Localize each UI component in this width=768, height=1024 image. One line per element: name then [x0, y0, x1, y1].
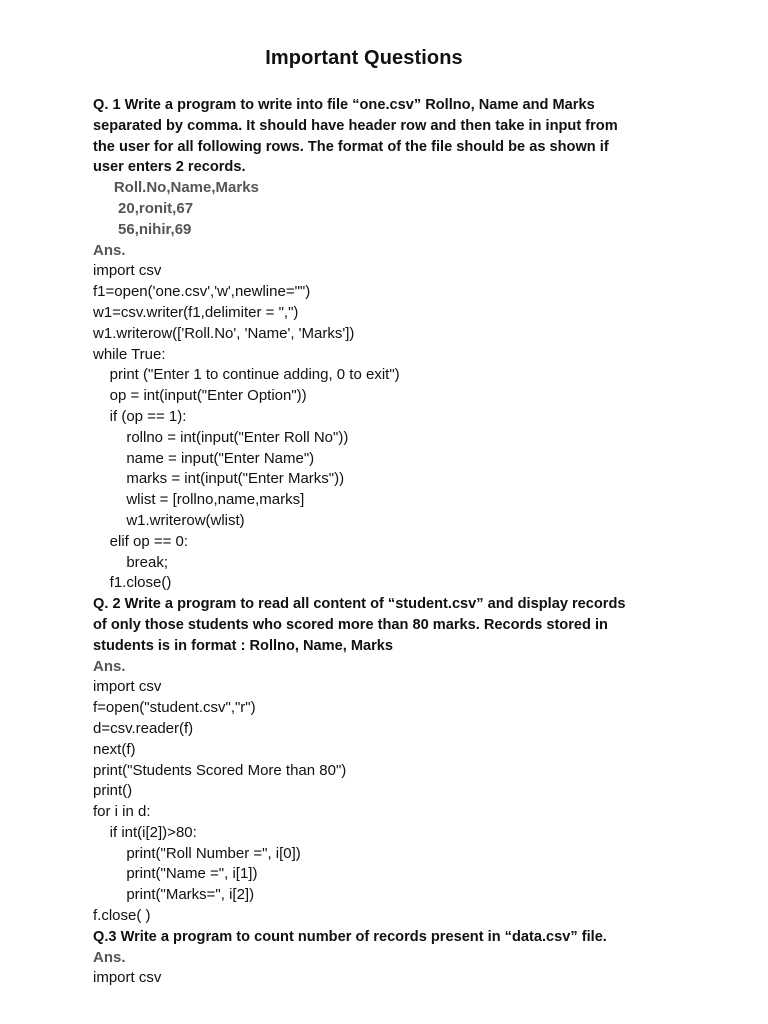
code-line: print("Roll Number =", i[0])	[93, 844, 301, 862]
code-line: break;	[93, 553, 169, 571]
question-text-line: of only those students who scored more than 80 marks. Records stored in	[93, 616, 608, 633]
code-line: marks = int(input("Enter Marks"))	[93, 470, 345, 488]
question-text-line: Q. 1 Write a program to write into file “one.csv” Rollno, Name and Marks	[93, 97, 595, 113]
code-line: print("Marks=", i[2])	[93, 886, 255, 904]
code-line: import csv	[93, 678, 162, 696]
code-line: op = int(input("Enter Option"))	[93, 387, 307, 405]
page-title: Important Questions	[265, 47, 463, 69]
code-line: if int(i[2])>80:	[93, 823, 197, 841]
code-line: import csv	[93, 969, 162, 987]
format-example-line: 20,ronit,67	[93, 199, 194, 217]
code-line: wlist = [rollno,name,marks]	[93, 491, 305, 509]
answer-label: Ans.	[93, 948, 126, 966]
answer-label: Ans.	[93, 657, 126, 675]
code-line: w1.writerow(wlist)	[93, 511, 245, 529]
question-text-line: students is in format : Rollno, Name, Marks	[93, 637, 394, 654]
code-line: while True:	[93, 345, 166, 363]
code-line: d=csv.reader(f)	[93, 719, 194, 737]
question-text-line: user enters 2 records.	[93, 159, 246, 176]
question-text-line: the user for all following rows. The format of the file should be as shown if	[93, 138, 609, 155]
question-text-line: separated by comma. It should have header row and then take in input from	[93, 117, 618, 134]
code-line: w1.writerow(['Roll.No', 'Name', 'Marks'])	[93, 324, 355, 342]
code-line: if (op == 1):	[93, 407, 187, 425]
format-example-line: 56,nihir,69	[93, 220, 192, 238]
question-text-line: Q. 2 Write a program to read all content of “student.csv” and display records	[93, 596, 626, 613]
code-line: f1.close()	[93, 574, 172, 592]
code-line: f1=open('one.csv','w',newline="")	[93, 283, 311, 301]
code-line: print()	[93, 782, 133, 800]
code-line: elif op == 0:	[93, 532, 189, 550]
code-line: f=open("student.csv","r")	[93, 699, 256, 717]
answer-label: Ans.	[93, 241, 126, 259]
code-line: for i in d:	[93, 803, 151, 821]
code-line: import csv	[93, 262, 162, 280]
format-example-line: Roll.No,Name,Marks	[93, 179, 259, 197]
code-line: rollno = int(input("Enter Roll No"))	[93, 428, 349, 446]
question-text-line: Q.3 Write a program to count number of records present in “data.csv” file.	[93, 928, 607, 945]
code-line: name = input("Enter Name")	[93, 449, 315, 467]
code-line: print("Students Scored More than 80")	[93, 761, 347, 779]
code-line: print ("Enter 1 to continue adding, 0 to exit")	[93, 366, 400, 384]
code-line: next(f)	[93, 740, 136, 758]
code-line: f.close( )	[93, 907, 151, 925]
code-line: w1=csv.writer(f1,delimiter = ",")	[93, 303, 299, 321]
code-line: print("Name =", i[1])	[93, 865, 258, 883]
document-body	[93, 95, 733, 989]
